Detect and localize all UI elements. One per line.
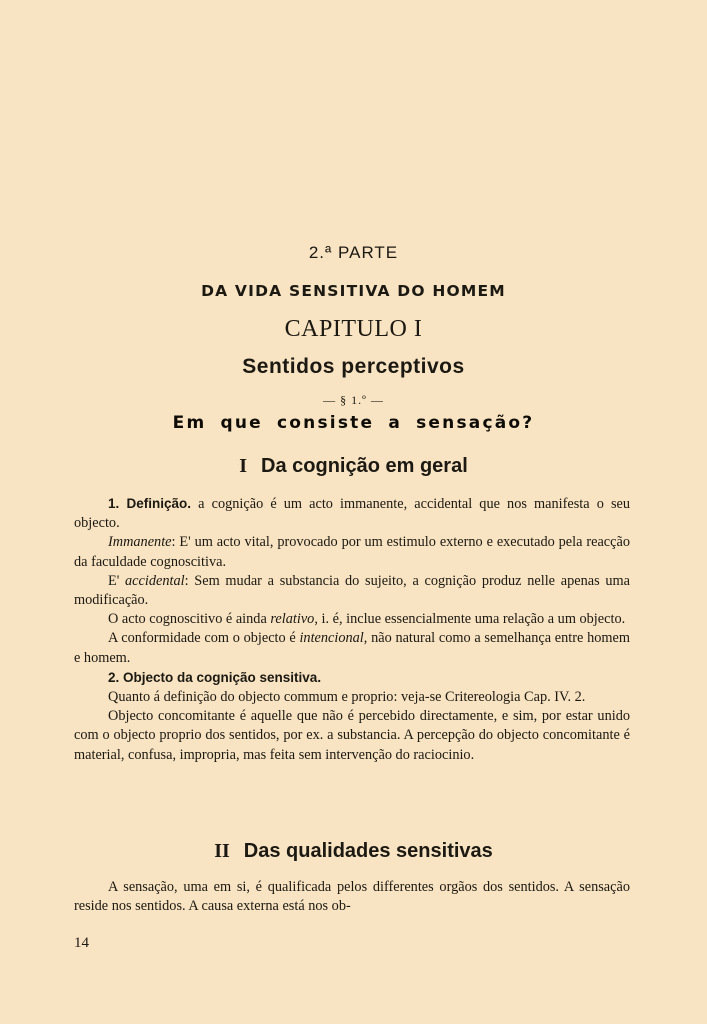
relativo-pre: O acto cognoscitivo é ainda (108, 611, 271, 628)
paragraph-relativo (74, 610, 630, 629)
paragraph-concomitante: Objecto concomitante é aquelle que não é percebido directamente, e sim, por estar unido com o objecto proprio dos sentidos, por ex. a substancia. A percepção do objecto concomitante é material, confusa, impropria, mas feita sem intervenção do raciocinio. (74, 708, 630, 763)
paragraph-sensacao: A sensação, uma em si, é qualificada pelos differentes orgãos dos sentidos. A sensação reside nos sentidos. A causa externa está nos ob- (74, 879, 630, 915)
accidental-text: : Sem mudar a substancia do sujeito, a cognição produz nelle apenas uma modificação. (74, 572, 630, 609)
definition-text: a cognição é um acto immanente, accidental que nos manifesta o seu objecto. (74, 496, 630, 532)
term-relativo: relativo (270, 611, 315, 628)
chapter-title: CAPITULO I (284, 316, 423, 342)
section-body (74, 494, 630, 765)
paragraph-intencional (74, 629, 630, 667)
question-heading: Em que consiste a sensação? (172, 413, 535, 433)
term-intencional: intencional (299, 630, 364, 647)
paragraph-mark: — § 1.º — (323, 393, 384, 407)
part-label: 2.ª PARTE (308, 243, 399, 262)
paragraph-quanto: Quanto á definição do objecto commum e proprio: veja-se Critereologia Cap. IV. 2. (108, 689, 586, 706)
term-accidental: accidental (125, 572, 185, 589)
intencional-pre: A conformidade com o objecto é (108, 630, 300, 647)
objecto-label: 2. Objecto da cognição sensitiva. (108, 669, 322, 685)
immanente-text: : E' um acto vital, provocado por um estimulo externo e executado pela reacção da faculdade cognoscitiva. (74, 534, 630, 570)
heading-text: Das qualidades sensitivas (243, 840, 493, 862)
heading-qualities (0, 840, 707, 863)
paragraph-accidental (74, 572, 630, 610)
paragraph-immanente (74, 533, 630, 571)
section-title: Sentidos perceptivos (242, 355, 465, 378)
paragraph-definition (74, 494, 630, 533)
term-immanente: Immanente (108, 534, 172, 551)
page-number: 14 (74, 935, 89, 951)
definition-label: 1. Definição. (108, 496, 192, 511)
part-title: DA VIDA SENSITIVA DO HOMEM (201, 282, 506, 300)
heading-number: II (214, 840, 230, 862)
section-body-2 (74, 878, 630, 916)
heading-number: I (239, 455, 248, 477)
accidental-pre: E' (108, 572, 126, 589)
heading-text: Da cognição em geral (261, 455, 468, 477)
relativo-text: , i. é, inclue essencialmente uma relação a um objecto. (314, 611, 626, 628)
paragraph-objecto-heading (74, 668, 630, 688)
heading-cognition (0, 455, 707, 478)
intencional-text: , não natural como a semelhança entre homem e homem. (74, 630, 630, 666)
